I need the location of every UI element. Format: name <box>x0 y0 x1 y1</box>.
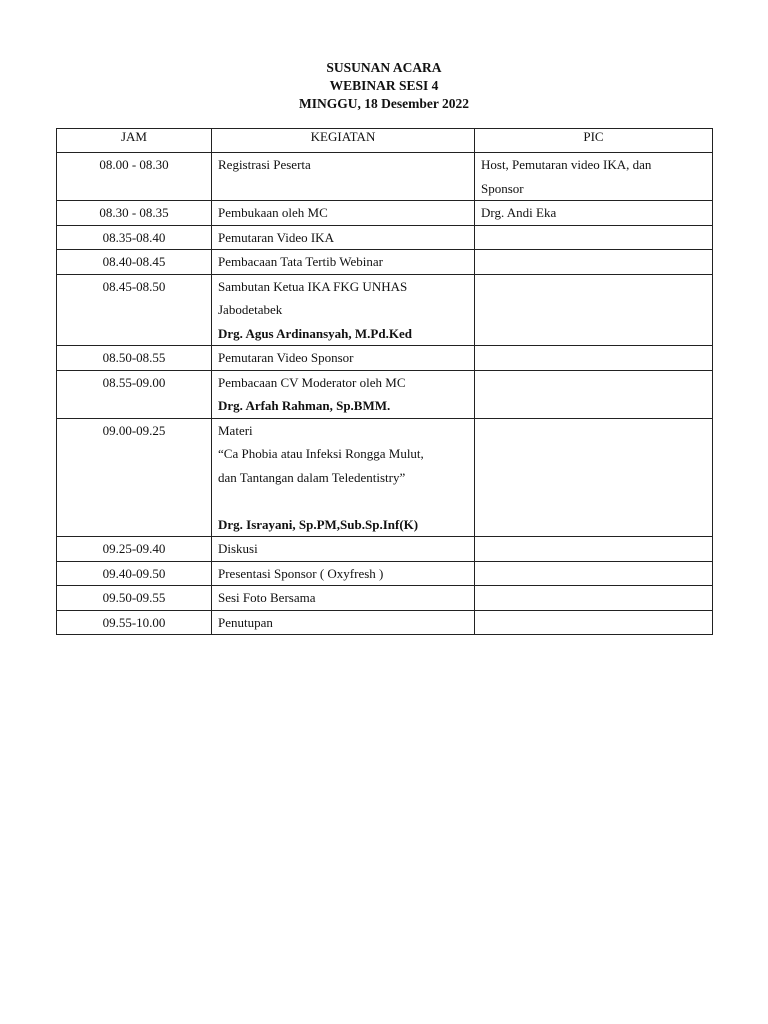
cell-pic <box>475 250 713 275</box>
cell-jam: 09.55-10.00 <box>57 610 212 635</box>
cell-jam: 09.50-09.55 <box>57 586 212 611</box>
table-row <box>57 370 713 418</box>
title-susunan-acara: SUSUNAN ACARA <box>326 60 442 75</box>
pic-line: Drg. Andi Eka <box>481 205 557 220</box>
kegiatan-line: Materi <box>218 422 253 438</box>
table-row <box>57 610 713 635</box>
cell-jam: 09.40-09.50 <box>57 561 212 586</box>
cell-jam: 08.55-09.00 <box>57 370 212 418</box>
table-row <box>57 201 713 226</box>
title-date: MINGGU, 18 Desember 2022 <box>299 96 469 111</box>
cell-pic <box>475 586 713 611</box>
column-header-pic: PIC <box>475 129 713 153</box>
document-header <box>0 59 768 113</box>
cell-kegiatan <box>212 153 475 201</box>
cell-jam: 08.40-08.45 <box>57 250 212 275</box>
cell-kegiatan <box>212 346 475 371</box>
cell-pic <box>475 346 713 371</box>
table-row <box>57 537 713 562</box>
cell-pic <box>475 561 713 586</box>
speaker-name: Drg. Agus Ardinansyah, M.Pd.Ked <box>218 325 412 341</box>
kegiatan-line: Sesi Foto Bersama <box>218 590 316 605</box>
cell-kegiatan <box>212 561 475 586</box>
cell-pic <box>475 370 713 418</box>
table-row <box>57 586 713 611</box>
pic-line: Host, Pemutaran video IKA, dan <box>481 157 652 172</box>
table-header-row <box>57 129 713 153</box>
cell-jam: 08.45-08.50 <box>57 274 212 346</box>
cell-kegiatan <box>212 418 475 537</box>
kegiatan-line: Pemutaran Video IKA <box>218 229 334 245</box>
cell-pic <box>475 418 713 537</box>
cell-jam: 08.35-08.40 <box>57 225 212 250</box>
pic-line: Sponsor <box>481 180 524 196</box>
title-webinar-session: WEBINAR SESI 4 <box>329 78 439 93</box>
cell-kegiatan <box>212 250 475 275</box>
kegiatan-line: Pembacaan Tata Tertib Webinar <box>218 254 383 269</box>
kegiatan-line: Penutupan <box>218 614 273 630</box>
cell-kegiatan <box>212 370 475 418</box>
cell-kegiatan <box>212 537 475 562</box>
cell-kegiatan <box>212 225 475 250</box>
table-row <box>57 250 713 275</box>
blank-line <box>218 489 468 513</box>
kegiatan-line: Pembukaan oleh MC <box>218 205 328 220</box>
schedule-table <box>56 128 713 635</box>
cell-pic <box>475 153 713 201</box>
table-row <box>57 225 713 250</box>
materi-title-line: dan Tantangan dalam Teledentistry” <box>218 469 406 485</box>
cell-kegiatan <box>212 610 475 635</box>
cell-jam: 08.50-08.55 <box>57 346 212 371</box>
cell-jam: 08.30 - 08.35 <box>57 201 212 226</box>
cell-pic <box>475 610 713 635</box>
cell-jam: 09.00-09.25 <box>57 418 212 537</box>
kegiatan-line: Jabodetabek <box>218 302 283 317</box>
table-row <box>57 418 713 537</box>
kegiatan-line: Registrasi Peserta <box>218 157 311 172</box>
kegiatan-line: Sambutan Ketua IKA FKG UNHAS <box>218 278 408 294</box>
table-row <box>57 346 713 371</box>
table-row <box>57 153 713 201</box>
table-row <box>57 561 713 586</box>
cell-kegiatan <box>212 201 475 226</box>
cell-jam: 09.25-09.40 <box>57 537 212 562</box>
speaker-name: Drg. Israyani, Sp.PM,Sub.Sp.Inf(K) <box>218 516 419 532</box>
table-row <box>57 274 713 346</box>
moderator-name: Drg. Arfah Rahman, Sp.BMM. <box>218 398 391 413</box>
cell-kegiatan <box>212 586 475 611</box>
cell-pic <box>475 201 713 226</box>
cell-pic <box>475 537 713 562</box>
materi-title-line: “Ca Phobia atau Infeksi Rongga Mulut, <box>218 446 424 461</box>
column-header-kegiatan: KEGIATAN <box>212 129 475 153</box>
kegiatan-line: Pemutaran Video Sponsor <box>218 350 354 365</box>
cell-pic <box>475 274 713 346</box>
cell-kegiatan <box>212 274 475 346</box>
column-header-jam: JAM <box>57 129 212 153</box>
kegiatan-line: Pembacaan CV Moderator oleh MC <box>218 374 406 390</box>
kegiatan-line: Presentasi Sponsor ( Oxyfresh ) <box>218 565 384 581</box>
cell-jam: 08.00 - 08.30 <box>57 153 212 201</box>
cell-pic <box>475 225 713 250</box>
kegiatan-line: Diskusi <box>218 541 258 556</box>
